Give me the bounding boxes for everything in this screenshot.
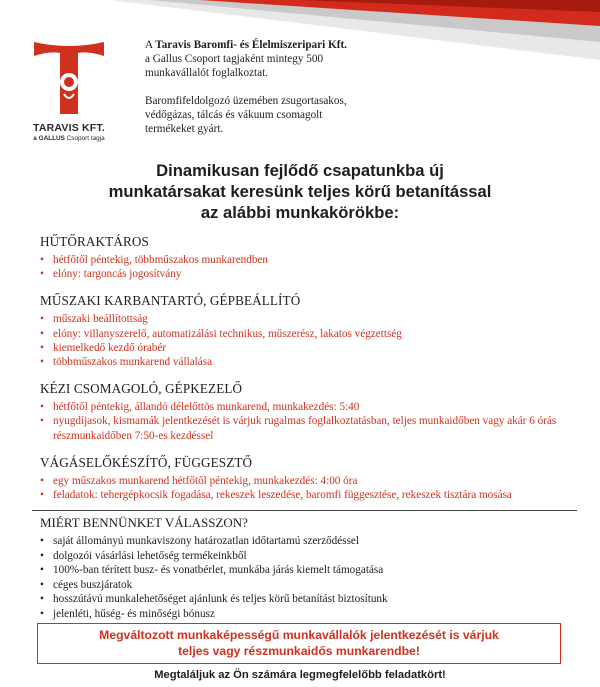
job-requirement: • kiemelkedő kezdő órabér [40,341,570,355]
benefit-item: • 100%-ban térített busz- és vonatbérlet, munkába járás kiemelt támogatása [32,563,577,578]
job-kezi-csomagolo [40,381,570,443]
job-vagaselokeszito [40,455,570,502]
benefit-item: • hosszútávú munkalehetőséget ajánlunk és teljes körű betanítást biztosítunk [32,592,577,607]
job-title: HŰTŐRAKTÁROS [40,234,149,249]
closing-line: Megtaláljuk az Ön számára legmegfelelőbb feladatkört! [154,669,446,681]
job-title: MŰSZAKI KARBANTARTÓ, GÉPBEÁLLÍTÓ [40,293,301,309]
job-requirement: • elóny: targoncás jogosítvány [40,267,570,281]
why-title: MIÉRT BENNÜNKET VÁLASSZON? [40,515,248,530]
company-name: Taravis Baromfi- és Élelmiszeripari Kft. [155,39,347,51]
job-requirement: • feladatok: tehergépkocsik fogadása, rekeszek leszedése, baromfi függesztése, rekeszek tisztára mosása [40,488,570,502]
benefit-item: • jelenléti, hűség- és minőségi bónusz [32,607,577,622]
company-intro: A Taravis Baromfi- és Élelmiszeripari Kft. a Gallus Csoport tagjaként mintegy 500 munkavállalót foglalkoztat. Baromfifeldolgozó üzemében zsugortasakos, védőgázas, tálcás és vákuum csomagolt termékeket gyárt. [145,38,445,149]
benefit-item: • céges buszjáratok [32,578,577,593]
job-title: KÉZI CSOMAGOLÓ, GÉPKEZELŐ [40,381,243,397]
logo-tagline: a GALLUS Csoport tagja [33,135,105,142]
job-title: VÁGÁSELŐKÉSZÍTŐ, FÜGGESZTŐ [40,454,253,470]
taravis-logo-icon [28,36,110,116]
job-requirement: • elóny: villanyszerelő, automatizálási technikus, műszerész, lakatos végzettség [40,327,570,341]
disability-notice: Megváltozott munkaképességű munkavállalók jelentkezését is várjuk teljes vagy részmunkaidős munkarendbe! [37,623,561,664]
job-hutoraktaros [40,234,570,281]
job-muszaki-karbantarto [40,293,570,369]
job-list [40,234,570,514]
why-choose-us [32,510,577,622]
job-requirement: • hétfőtől péntekig, többműszakos munkarendben [40,253,570,267]
job-requirement: • nyugdíjasok, kismamák jelentkezését is várjuk rugalmas foglalkoztatásban, teljes munkaidőben vagy akár 6 órás részmunkaidőben 7:50-es kezdéssel [40,414,570,442]
company-logo [14,36,124,142]
page-headline: Dinamikusan fejlődő csapatunkba új munkatársakat keresünk teljes körű betanítással az alábbi munkakörökbe: [108,161,492,222]
company-description: Baromfifeldolgozó üzemében zsugortasakos, védőgázas, tálcás és vákuum csomagolt termékeket gyárt. [145,94,347,136]
job-requirement: • műszaki beállítottság [40,312,570,326]
job-requirement: • egy műszakos munkarend hétfőtől péntekig, munkakezdés: 4:00 óra [40,474,570,488]
job-requirement: • hétfőtől péntekig, állandó délelőttös munkarend, munkakezdés: 5:40 [40,400,570,414]
benefit-item: • dolgozói vásárlási lehetőség termékeinkből [32,549,577,564]
benefit-item: • saját állományú munkaviszony határozatlan időtartamú szerződéssel [32,534,577,549]
logo-brand-name: TARAVIS KFT. [32,122,105,134]
job-requirement: • többműszakos munkarend vállalása [40,355,570,369]
